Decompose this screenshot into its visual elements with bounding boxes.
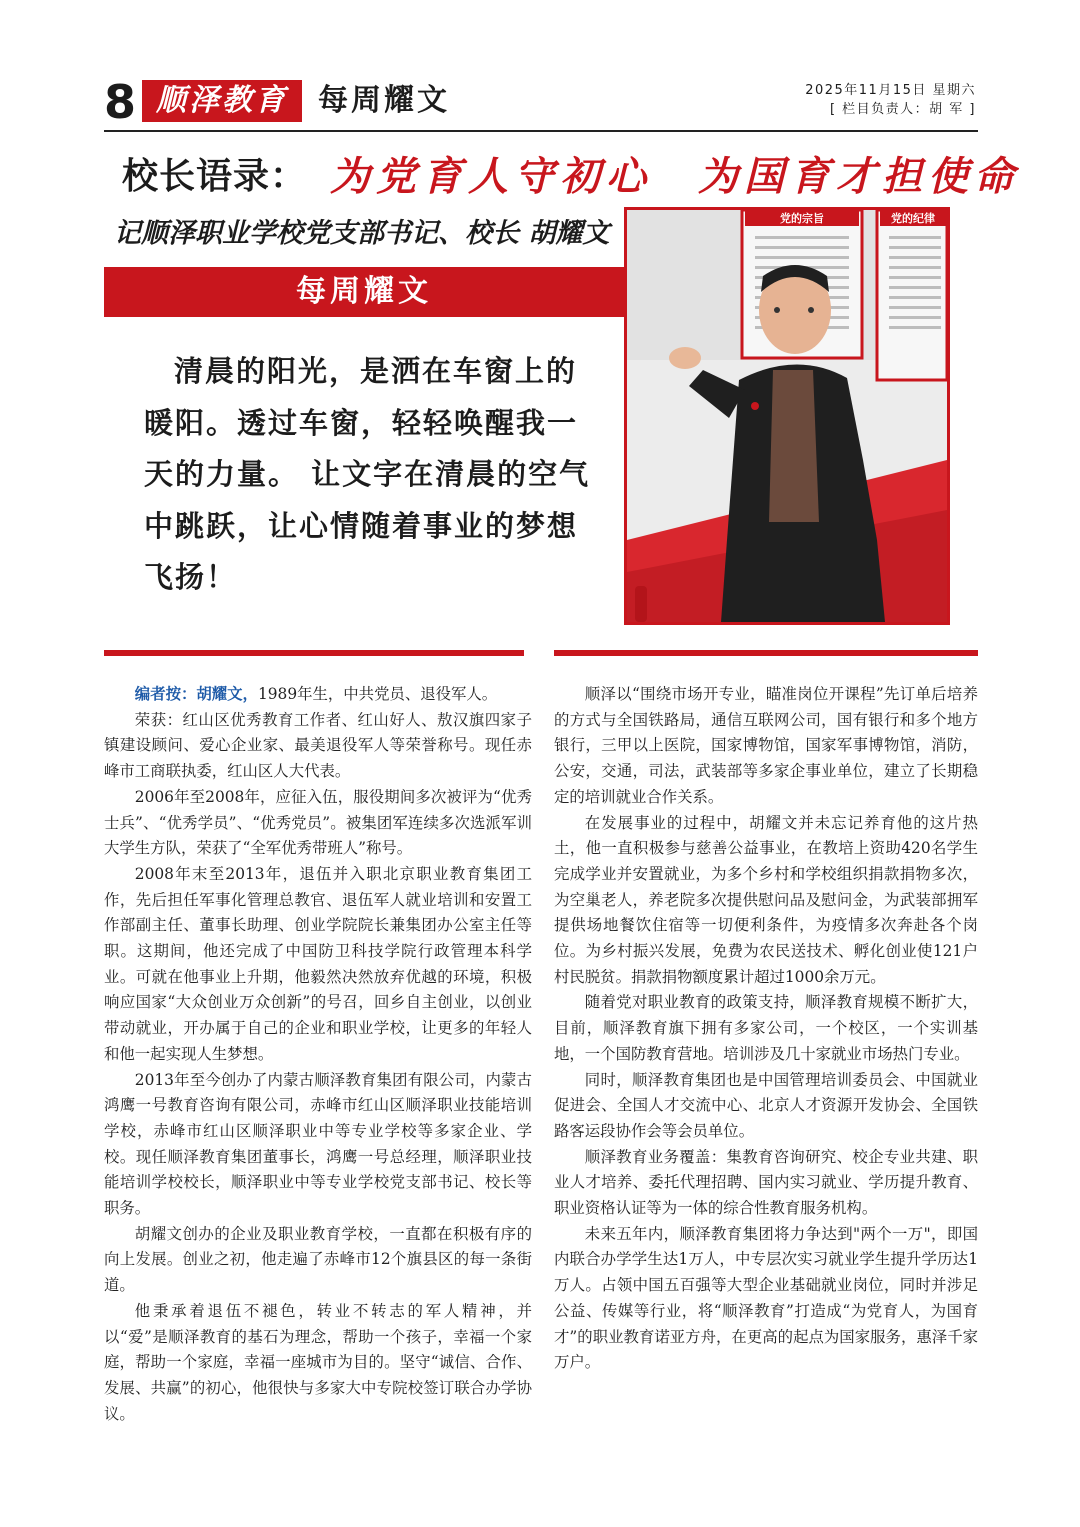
section-title: 每周耀文 (318, 83, 450, 118)
article-paragraph: 随着党对职业教育的政策支持，顺泽教育规模不断扩大，目前，顺泽教育旗下拥有多家公司，一个校区，一个实训基地，一个国防教育营地。培训涉及几十家就业市场热门专业。 (554, 993, 978, 1063)
issue-date: 2025年11月15日 星期六 (805, 83, 976, 98)
article-paragraph: 未来五年内，顺泽教育集团将力争达到"两个一万"，即国内联合办学学生达1万人，中专层次实习就业学生提升学历达1万人。占领中国五百强等大型企业基础就业岗位，同时并涉足公益、传媒等行业，将“顺泽教育”打造成“为党育人，为国育才”的职业教育诺亚方舟，在更高的起点为国家服务，惠泽千家万户。 (554, 1224, 978, 1372)
column-editor: [ 栏目负责人：胡 军 ] (829, 102, 976, 117)
newspaper-logo: 顺泽教育报 (142, 80, 302, 122)
column-rule-left (104, 650, 524, 656)
section-banner-label: 每周耀文 (296, 274, 432, 309)
editor-note-intro: 1989年生，中共党员、退役军人。 (257, 685, 498, 703)
article-paragraph: 同时，顺泽教育集团也是中国管理培训委员会、中国就业促进会、全国人才交流中心、北京人才资源开发协会、全国铁路客运段协作会等会员单位。 (554, 1070, 978, 1140)
board-left-title: 党的宗旨 (780, 212, 824, 225)
article-paragraph: 2008年末至2013年，退伍并入职北京职业教育集团工作，先后担任军事化管理总教官、退伍军人就业培训和安置工作部副主任、董事长助理、创业学院院长兼集团办公室主任等职。这期间，他还完成了中国防卫科技学院行政管理本科学业。可就在他事业上升期，他毅然决然放弃优越的环境，积极响应国家“大众创业万众创新”的号召，回乡自主创业，以创业带动就业，开办属于自己的企业和职业学校，让更多的年轻人和他一起实现人生梦想。 (104, 864, 532, 1063)
principal-photo-illustration (627, 210, 947, 622)
article-paragraph: 在发展事业的过程中，胡耀文并未忘记养育他的这片热土，他一直积极参与慈善公益事业，在教培上资助420名学生完成学业并安置就业，为多个乡村和学校组织捐款捐物多次，为空巢老人，养老院多次提供慰问品及慰问金，为武装部拥军提供场地餐饮住宿等一切便利条件，为疫情多次奔赴各个岗位。为乡村振兴发展，免费为农民送技术、孵化创业使121户村民脱贫。捐款捐物额度累计超过1000余万元。 (554, 813, 978, 986)
article-paragraph: 2013年至今创办了内蒙古顺泽教育集团有限公司，内蒙古鸿鹰一号教育咨询有限公司，赤峰市红山区顺泽职业技能培训学校，赤峰市红山区顺泽职业中等专业学校等多家企业、学校。现任顺泽教育集团董事长，鸿鹰一号总经理，顺泽职业技能培训学校校长，顺泽职业中等专业学校党支部书记、校长等职务。 (104, 1070, 532, 1218)
article-column-left (104, 682, 532, 1427)
article-paragraph: 胡耀文创办的企业及职业教育学校，一直都在积极有序的向上发展。创业之初，他走遍了赤峰市12个旗县区的每一条街道。 (104, 1224, 532, 1295)
page-number: 8 (104, 75, 137, 129)
pull-quote (144, 346, 594, 604)
principal-photo (624, 207, 950, 625)
article-paragraph: 他秉承着退伍不褪色，转业不转志的军人精神，并以“爱”是顺泽教育的基石为理念，帮助一个孩子，幸福一个家庭，帮助一个家庭，幸福一座城市为目的。坚守“诚信、合作、发展、共赢”的初心，他很快与多家大中专院校签订联合办学协议。 (104, 1301, 532, 1423)
headline-lead: 校长语录： (122, 156, 308, 197)
headline-slogan: 为党育人守初心 为国育才担使命 (330, 153, 1020, 200)
editor-note-label: 编者按： (134, 685, 197, 703)
editor-note-name: 胡耀文， (196, 685, 258, 703)
headline-subtitle: 记顺泽职业学校党支部书记、校长 胡耀文 (114, 218, 610, 249)
article-paragraph: 荣获：红山区优秀教育工作者、红山好人、敖汉旗四家子镇建设顾问、爱心企业家、最美退役军人等荣誉称号。现任赤峰市工商联执委，红山区人大代表。 (104, 710, 532, 781)
article-paragraph: 顺泽以“围绕市场开专业，瞄准岗位开课程”先订单后培养的方式与全国铁路局，通信互联网公司，国有银行和多个地方银行，三甲以上医院，国家博物馆，国家军事博物馆，消防，公安，交通，司法，武装部等多家企事业单位，建立了长期稳定的培训就业合作关系。 (554, 685, 978, 806)
masthead-divider (104, 130, 978, 132)
article-paragraph: 2006年至2008年，应征入伍，服役期间多次被评为“优秀士兵”、“优秀学员”、“优秀党员”。被集团军连续多次选派军训大学生方队，荣获了“全军优秀带班人”称号。 (104, 787, 532, 858)
article-column-right (554, 682, 978, 1376)
pull-quote-text: 清晨的阳光，是洒在车窗上的暖阳。透过车窗，轻轻唤醒我一天的力量。 让文字在清晨的空气中跳跃，让心情随着事业的梦想飞扬！ (144, 354, 591, 594)
column-rule-right (554, 650, 978, 656)
article-paragraph: 顺泽教育业务覆盖：集教育咨询研究、校企专业共建、职业人才培养、委托代理招聘、国内实习就业、学历提升教育、职业资格认证等为一体的综合性教育服务机构。 (554, 1147, 978, 1218)
editor-note (104, 682, 532, 708)
board-right-title: 党的纪律 (891, 212, 935, 225)
